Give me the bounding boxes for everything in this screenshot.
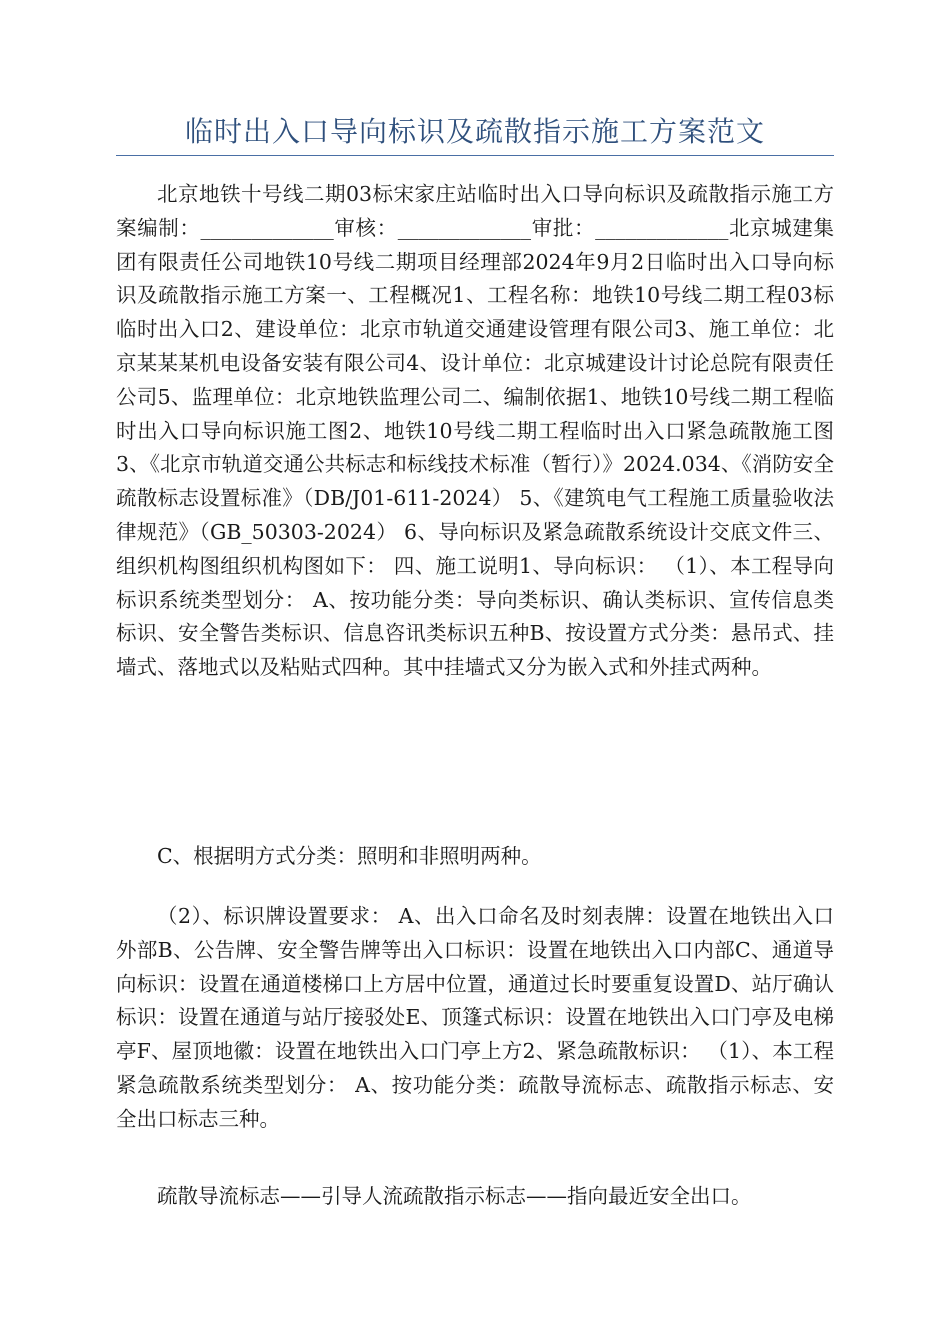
title-underline <box>116 155 834 156</box>
paragraph-3: （2）、标识牌设置要求： A、出入口命名及时刻表牌：设置在地铁出入口外部B、公告牌、安全警告牌等出入口标识：设置在地铁出入口内部C、通道导向标识：设置在通道楼梯口上方居中位置，通道过长时要重复设置D、站厅确认标识：设置在通道与站厅接驳处E、顶篷式标识：设置在地铁出入口门亭及电梯亭F、屋顶地徽：设置在地铁出入口门亭上方2、紧急疏散标识： （1）、本工程紧急疏散系统类型划分： A、按功能分类：疏散导流标志、疏散指示标志、安全出口标志三种。 <box>116 904 834 1131</box>
paragraph-2: C、根据明方式分类：照明和非照明两种。 <box>157 844 542 868</box>
paragraph-4: 疏散导流标志——引导人流疏散指示标志——指向最近安全出口。 <box>157 1184 752 1208</box>
document-title: 临时出入口导向标识及疏散指示施工方案范文 <box>184 115 765 148</box>
paragraph-1: 北京地铁十号线二期03标宋家庄站临时出入口导向标识及疏散指示施工方案编制：_____________审核：_____________审批：_____________北京城建集团有限责任公司地铁10号线二期项目经理部2024年9月2日临时出入口导向标识及疏散指示施工方案一、工程概况1、工程名称：地铁10号线二期工程03标临时出入口2、建设单位：北京市轨道交通建设管理有限公司3、施工单位：北京某某某机电设备安装有限公司4、设计单位：北京城建设计讨论总院有限责任公司5、监理单位：北京地铁监理公司二、编制依据1、地铁10号线二期工程临时出入口导向标识施工图2、地铁10号线二期工程临时出入口紧急疏散施工图3、《北京市轨道交通公共标志和标线技术标准（暂行）》2024.034、《消防安全疏散标志设置标准》（DB/J01-611-2024） 5、《建筑电气工程施工质量验收法律规范》（GB_50303-2024） 6、导向标识及紧急疏散系统设计交底文件三、组织机构图组织机构图如下： 四、施工说明1、导向标识： （1）、本工程导向标识系统类型划分： A、按功能分类：导向类标识、确认类标识、宣传信息类标识、安全警告类标识、信息咨讯类标识五种B、按设置方式分类：悬吊式、挂墙式、落地式以及粘贴式四种。其中挂墙式又分为嵌入式和外挂式两种。 <box>116 182 834 680</box>
